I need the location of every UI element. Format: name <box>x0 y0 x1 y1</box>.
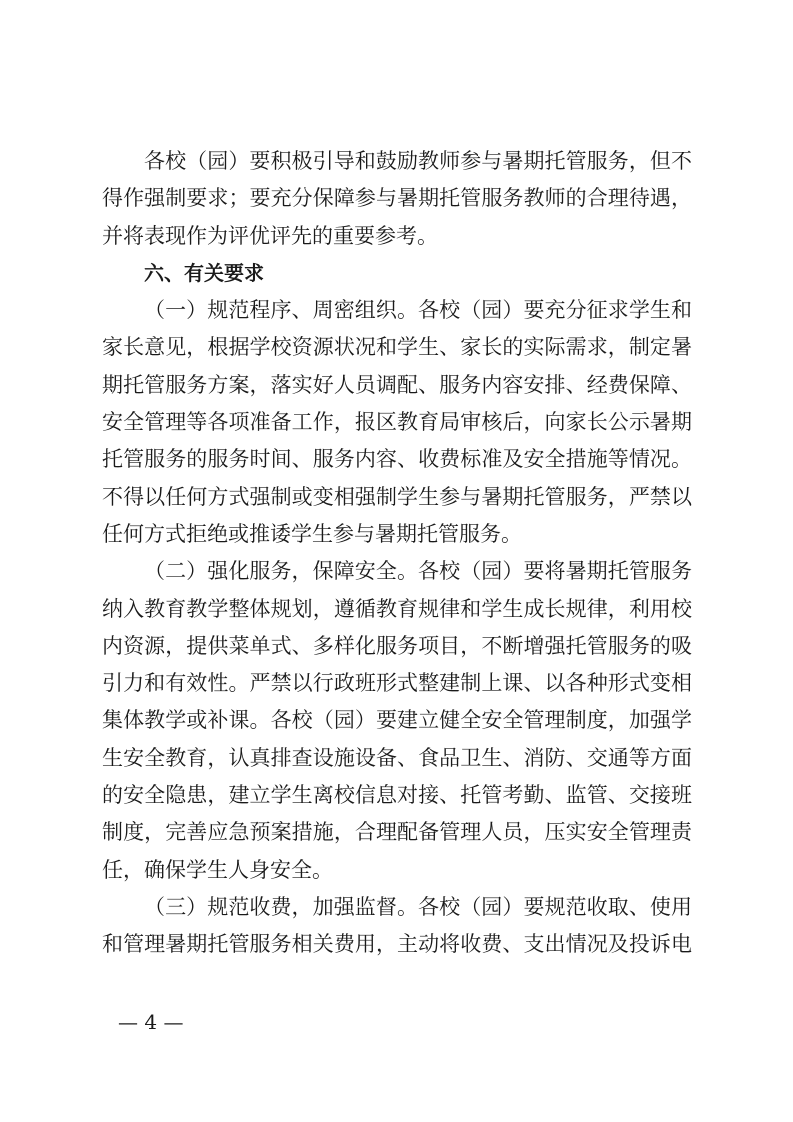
text-line: 集体教学或补课。各校（园）要建立健全安全管理制度，加强学 <box>102 708 692 733</box>
text-line: （二）强化服务，保障安全。各校（园）要将暑期托管服务 <box>144 559 692 584</box>
text-line: 生安全教育，认真排查设施设备、食品卫生、消防、交通等方面 <box>102 745 692 770</box>
body-paragraph <box>102 292 692 553</box>
text-line: 和管理暑期托管服务相关费用，主动将收费、支出情况及投诉电 <box>102 932 692 957</box>
text-line: 的安全隐患，建立学生离校信息对接、托管考勤、监管、交接班 <box>102 783 692 808</box>
text-line: 纳入教育教学整体规划，遵循教育规律和学生成长规律，利用校 <box>102 596 692 621</box>
text-line: 期托管服务方案，落实好人员调配、服务内容安排、经费保障、 <box>102 372 692 397</box>
text-line: （一）规范程序、周密组织。各校（园）要充分征求学生和 <box>144 298 692 323</box>
text-line: 家长意见，根据学校资源状况和学生、家长的实际需求，制定暑 <box>102 335 692 360</box>
text-line: 制度，完善应急预案措施，合理配备管理人员，压实安全管理责 <box>102 820 692 845</box>
text-line: 任，确保学生人身安全。 <box>102 857 333 882</box>
body-paragraph <box>102 553 692 889</box>
text-line: 不得以任何方式强制或变相强制学生参与暑期托管服务，严禁以 <box>102 484 692 509</box>
text-line: 内资源，提供菜单式、多样化服务项目，不断增强托管服务的吸 <box>102 633 692 658</box>
text-line: 得作强制要求；要充分保障参与暑期托管服务教师的合理待遇， <box>102 186 692 211</box>
text-line: 任何方式拒绝或推诿学生参与暑期托管服务。 <box>102 521 522 546</box>
text-line: 并将表现作为评优评先的重要参考。 <box>102 223 438 248</box>
body-paragraph <box>102 889 692 964</box>
text-line: 引力和有效性。严禁以行政班形式整建制上课、以各种形式变相 <box>102 671 692 696</box>
text-line: 安全管理等各项准备工作，报区教育局审核后，向家长公示暑期 <box>102 410 692 435</box>
text-line: （三）规范收费，加强监督。各校（园）要规范收取、使用 <box>144 894 692 919</box>
section-heading: 六、有关要求 <box>144 260 264 285</box>
document-body <box>102 143 692 964</box>
body-paragraph <box>102 143 692 255</box>
text-line: 托管服务的服务时间、服务内容、收费标准及安全措施等情况。 <box>102 447 692 472</box>
text-line: 各校（园）要积极引导和鼓励教师参与暑期托管服务，但不 <box>144 149 692 173</box>
page-number: — 4 — <box>118 1010 184 1034</box>
